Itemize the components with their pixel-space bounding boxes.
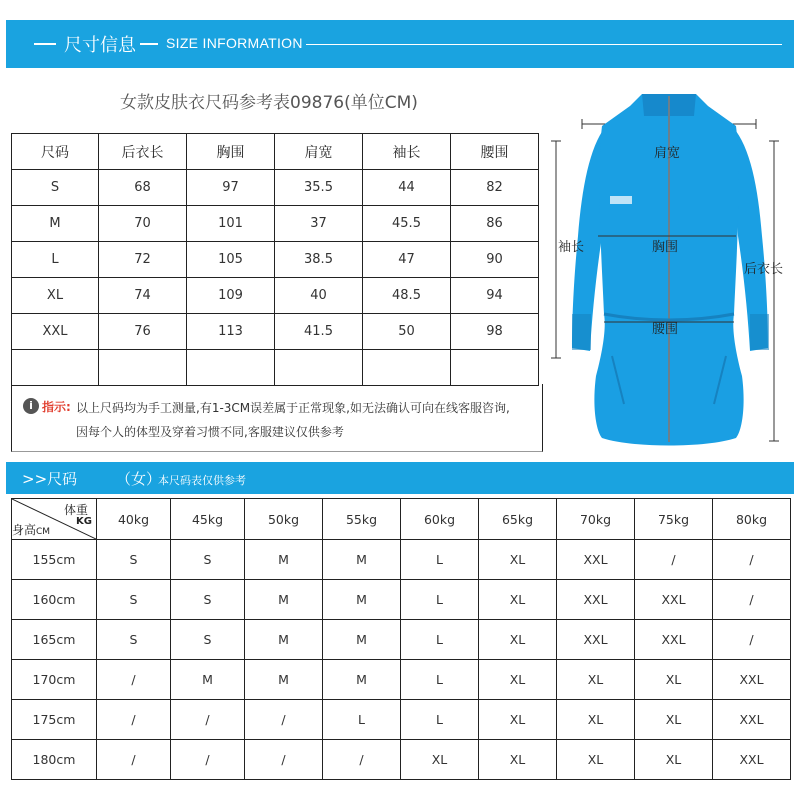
recommended-size-cell: S [97,620,171,660]
weight-column-header: 55kg [323,499,401,540]
recommended-size-cell: M [323,580,401,620]
recommended-size-cell: XL [635,700,713,740]
recommended-size-cell: XXL [557,540,635,580]
size-column-header: 胸围 [187,134,275,170]
height-row-header: 160cm [12,580,97,620]
height-weight-table [11,498,791,780]
recommended-size-cell: XL [557,740,635,780]
measurement-note [11,384,543,452]
size-table [11,133,539,386]
table-corner-cell [12,499,97,540]
note-label: 指示: [42,400,71,414]
size-cell: L [12,242,99,278]
size-cell [99,350,187,386]
corner-weight-label: 体重 [63,503,88,517]
recommended-size-cell: XL [479,580,557,620]
weight-column-header: 65kg [479,499,557,540]
size-cell: 38.5 [275,242,363,278]
recommended-size-cell: S [171,580,245,620]
size-cell: 44 [363,170,451,206]
recommended-size-cell: M [171,660,245,700]
size-column-header: 后衣长 [99,134,187,170]
size-cell: 98 [451,314,539,350]
recommended-size-cell: / [245,740,323,780]
size-cell: 82 [451,170,539,206]
size-guide-gender: （女） [116,470,162,488]
size-cell: 40 [275,278,363,314]
info-icon: i [23,398,39,414]
recommended-size-cell: L [323,700,401,740]
recommended-size-cell: M [245,580,323,620]
size-column-header: 肩宽 [275,134,363,170]
height-row-header: 175cm [12,700,97,740]
recommended-size-cell: L [401,540,479,580]
height-row-header: 165cm [12,620,97,660]
recommended-size-cell: S [171,620,245,660]
size-column-header: 尺码 [12,134,99,170]
banner-title-en: SIZE INFORMATION [166,35,303,51]
recommended-size-cell: / [713,580,791,620]
waist-label: 腰围 [652,322,679,337]
table-row [12,660,791,700]
table-row [12,314,539,350]
recommended-size-cell: / [245,700,323,740]
size-column-header: 腰围 [451,134,539,170]
table-row [12,540,791,580]
section-banner [6,20,794,68]
size-cell: 109 [187,278,275,314]
size-cell: 68 [99,170,187,206]
size-guide-prefix: >>尺码 [22,470,78,488]
weight-column-header: 45kg [171,499,245,540]
size-cell [451,350,539,386]
recommended-size-cell: XL [479,620,557,660]
weight-column-header: 70kg [557,499,635,540]
size-guide-bar [6,462,794,494]
weight-column-header: 75kg [635,499,713,540]
size-cell: 94 [451,278,539,314]
corner-height-text: 身高 [12,523,37,537]
size-cell: 90 [451,242,539,278]
recommended-size-cell: S [97,580,171,620]
recommended-size-cell: M [245,660,323,700]
recommended-size-cell: M [323,540,401,580]
table-row [12,620,791,660]
recommended-size-cell: L [401,580,479,620]
weight-column-header: 60kg [401,499,479,540]
size-cell [363,350,451,386]
recommended-size-cell: / [713,620,791,660]
note-text-line1: 以上尺码均为手工测量,有1-3CM误差属于正常现象,如无法确认可向在线客服咨询, [76,401,510,415]
size-table-header [12,134,539,170]
size-cell: 113 [187,314,275,350]
weight-column-header: 80kg [713,499,791,540]
recommended-size-cell: / [97,700,171,740]
recommended-size-cell: / [713,540,791,580]
recommended-size-cell: XXL [557,620,635,660]
recommended-size-cell: XXL [557,580,635,620]
table-row [12,740,791,780]
recommended-size-cell: XXL [713,660,791,700]
recommended-size-cell: M [323,660,401,700]
size-cell: 47 [363,242,451,278]
banner-title-cn: 尺寸信息 [64,35,136,56]
recommended-size-cell: / [97,660,171,700]
size-cell: 70 [99,206,187,242]
height-row-header: 170cm [12,660,97,700]
recommended-size-cell: S [97,540,171,580]
recommended-size-cell: L [401,700,479,740]
recommended-size-cell: XL [479,540,557,580]
recommended-size-cell: / [323,740,401,780]
size-cell [12,350,99,386]
recommended-size-cell: XL [635,740,713,780]
size-cell: 48.5 [363,278,451,314]
size-cell: 97 [187,170,275,206]
weight-column-header: 50kg [245,499,323,540]
recommended-size-cell: / [171,700,245,740]
size-cell: 74 [99,278,187,314]
recommended-size-cell: M [245,540,323,580]
size-cell: 105 [187,242,275,278]
size-cell: 86 [451,206,539,242]
recommended-size-cell: XL [401,740,479,780]
banner-dash-left [34,43,56,45]
size-column-header: 袖长 [363,134,451,170]
recommended-size-cell: L [401,620,479,660]
recommended-size-cell: XXL [635,580,713,620]
recommended-size-cell: / [635,540,713,580]
jacket-diagram [546,86,796,456]
size-cell: 50 [363,314,451,350]
height-row-header: 180cm [12,740,97,780]
recommended-size-cell: M [245,620,323,660]
recommended-size-cell: XL [479,660,557,700]
size-cell [275,350,363,386]
recommended-size-cell: XL [557,700,635,740]
table-row [12,170,539,206]
corner-height-label [12,521,50,538]
size-cell: 37 [275,206,363,242]
recommended-size-cell: S [171,540,245,580]
size-cell: 101 [187,206,275,242]
recommended-size-cell: XXL [713,740,791,780]
corner-weight-unit: KG [76,516,92,527]
recommended-size-cell: XL [635,660,713,700]
size-cell: 41.5 [275,314,363,350]
back-length-label: 后衣长 [744,262,784,277]
size-cell [187,350,275,386]
weight-column-header: 40kg [97,499,171,540]
recommended-size-cell: L [401,660,479,700]
banner-rule [306,44,782,45]
table-row [12,580,791,620]
recommended-size-cell: XXL [713,700,791,740]
size-cell: 45.5 [363,206,451,242]
size-cell: XXL [12,314,99,350]
size-cell: S [12,170,99,206]
table-row [12,350,539,386]
chest-label: 胸围 [652,240,679,255]
size-cell: M [12,206,99,242]
table-row [12,206,539,242]
recommended-size-cell: XL [557,660,635,700]
recommended-size-cell: XL [479,740,557,780]
recommended-size-cell: / [171,740,245,780]
size-chart-title: 女款皮肤衣尺码参考表09876(单位CM) [120,93,418,113]
corner-height-unit: CM [36,527,51,537]
table-row [12,242,539,278]
recommended-size-cell: / [97,740,171,780]
size-guide-subtitle: 本尺码表仅供参考 [158,474,246,487]
height-row-header: 155cm [12,540,97,580]
size-cell: 76 [99,314,187,350]
sleeve-label: 袖长 [558,240,585,255]
size-cell: XL [12,278,99,314]
table-row [12,278,539,314]
table-row [12,700,791,740]
recommended-size-cell: M [323,620,401,660]
recommended-size-cell: XXL [635,620,713,660]
shoulder-label: 肩宽 [654,146,681,161]
recommended-size-cell: XL [479,700,557,740]
banner-dash-mid [140,43,158,45]
size-cell: 72 [99,242,187,278]
size-cell: 35.5 [275,170,363,206]
note-text-line2: 因每个人的体型及穿着习惯不同,客服建议仅供参考 [76,425,344,439]
